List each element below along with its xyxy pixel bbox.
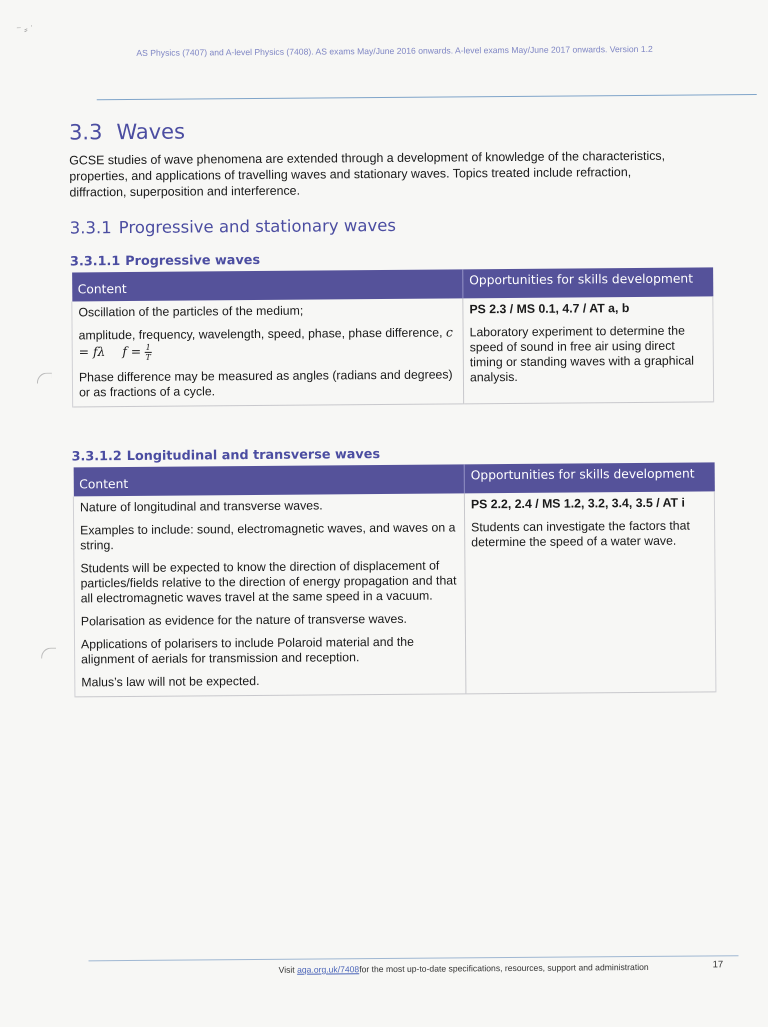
content-paragraph: Malus’s law will not be expected. [81,673,260,690]
footer-rule [89,955,739,961]
section-number: 3.3 [68,120,103,145]
subsection-heading [70,216,396,238]
content-paragraph: Polarisation as evidence for the nature of transverse waves. [80,611,407,629]
skills-column-header: Opportunities for skills development [463,267,713,298]
fraction-numerator: 1 [145,342,151,352]
content-paragraph: Nature of longitudinal and transverse waves. [79,498,323,515]
footer-link[interactable]: aqa.org.uk/7408 [297,964,360,975]
skills-cell [463,296,714,403]
frequency-fraction [145,343,152,362]
subsection-title: Progressive and stationary waves [118,215,397,238]
topic-title: Longitudinal and transverse waves [126,447,381,465]
topic-heading-longitudinal [71,447,380,464]
skills-code: PS 2.2, 2.4 / MS 1.2, 3.2, 3.4, 3.5 / AT i [470,495,685,512]
skills-description: Laboratory experiment to determine the speed of sound in free air using direct timing or standing waves with a graphical analysis. [469,323,695,385]
skills-description: Students can investigate the factors that determine the speed of a water wave. [471,518,690,550]
subsection-number: 3.3.1 [69,218,112,238]
content-column-header: Content [72,269,463,301]
skills-column-header: Opportunities for skills development [464,462,714,493]
punch-hole-icon [41,648,56,659]
content-column-header: Content [73,464,464,496]
content-text: amplitude, frequency, wavelength, speed, phase, phase difference, [78,325,443,343]
footer-prefix: Visit [278,964,295,975]
section-heading [69,120,185,145]
content-paragraph: Oscillation of the particles of the medium; [78,303,304,320]
footer [279,961,739,975]
footer-text: for the most up-to-date specifications, resources, support and administration [359,961,649,975]
page-number: 17 [712,959,724,971]
content-paragraph: Examples to include: sound, electromagnetic waves, and waves on a string. [80,520,456,553]
table-row [73,491,716,697]
content-paragraph: Phase difference may be measured as angles (radians and degrees) or as fractions of a cycle. [78,367,453,400]
content-paragraph: Students will be expected to know the direction of displacement of particles/fields relative to the direction of energy propagation and that all electromagnetic waves travel at the same speed in a vacuum. [80,558,457,606]
section-title: Waves [116,119,186,145]
section-intro: GCSE studies of wave phenomena are extended through a development of knowledge of the characteristics, properties, and applications of travelling waves and stationary waves. Topics treated include refraction, diffraction, superposition and interference. [69,148,666,200]
content-paragraph: Applications of polarisers to include Polaroid material and the alignment of aerials for transmission and reception. [80,634,414,667]
progressive-waves-table [71,267,714,407]
content-cell [72,298,464,407]
topic-number: 3.3.1.2 [71,449,122,465]
header-rule [97,94,757,100]
punch-hole-icon [37,373,52,384]
running-header: AS Physics (7407) and A-level Physics (7408). AS exams May/June 2016 onwards. A-level exams May/June 2017 onwards. Version 1.2 [136,43,653,58]
skills-cell [464,491,716,693]
topic-number: 3.3.1.1 [69,254,121,270]
topic-title: Progressive waves [125,252,261,270]
wave-speed-equation: c = fλ [78,325,453,360]
fraction-denominator: T [145,352,151,362]
content-cell [73,493,466,697]
topic-heading-progressive [70,253,260,269]
pen-mark-icon: ⁻ ⸗ ˙ [16,24,34,36]
frequency-equation-lhs: f = [122,344,142,359]
table-row [72,296,714,407]
longitudinal-transverse-table [73,462,717,697]
content-paragraph-with-equations [79,325,457,362]
skills-code: PS 2.3 / MS 0.1, 4.7 / AT a, b [469,301,630,317]
